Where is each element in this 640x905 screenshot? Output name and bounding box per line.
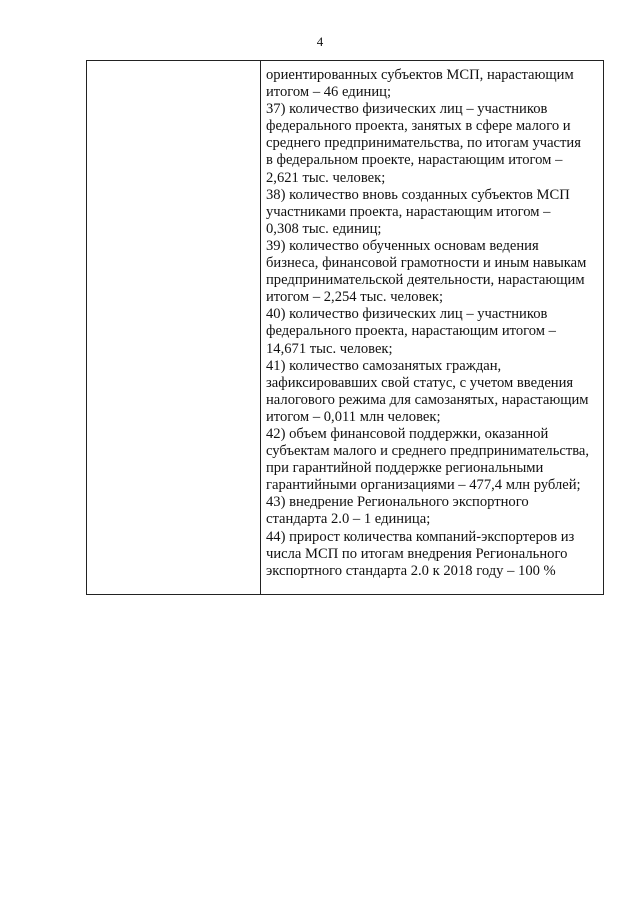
text-line: 40) количество физических лиц – участников — [266, 306, 548, 323]
text-line: экспортного стандарта 2.0 к 2018 году – 100 % — [266, 562, 556, 579]
text-line: 14,671 тыс. человек; — [266, 340, 393, 357]
text-line: 44) прирост количества компаний-экспортеров из — [266, 528, 575, 545]
indicator-list-text — [261, 61, 603, 580]
text-line: предпринимательской деятельности, нарастающим — [266, 272, 585, 289]
text-line: зафиксировавших свой статус, с учетом введения — [266, 374, 574, 391]
text-line: при гарантийной поддержке региональными — [266, 460, 544, 477]
text-line: итогом – 46 единиц; — [266, 84, 392, 101]
text-line: федерального проекта, нарастающим итогом – — [266, 323, 556, 340]
text-line: 42) объем финансовой поддержки, оказанной — [266, 425, 549, 442]
text-line: итогом – 2,254 тыс. человек; — [266, 289, 444, 306]
text-line: ориентированных субъектов МСП, нарастающим — [266, 67, 574, 83]
document-table — [86, 60, 604, 595]
text-line: 41) количество самозанятых граждан, — [266, 357, 502, 374]
text-line: гарантийными организациями – 477,4 млн рублей; — [266, 477, 581, 494]
text-line: 2,621 тыс. человек; — [266, 169, 386, 186]
page-number: 4 — [316, 34, 324, 49]
text-line: налогового режима для самозанятых, нарастающим — [266, 391, 589, 408]
table-row — [87, 61, 604, 595]
text-line: среднего предпринимательства, по итогам участия — [266, 135, 581, 152]
text-line: итогом – 0,011 млн человек; — [266, 408, 441, 425]
text-line: 38) количество вновь созданных субъектов МСП — [266, 186, 570, 203]
text-line: 43) внедрение Регионального экспортного — [266, 494, 529, 511]
text-line: 37) количество физических лиц – участников — [266, 101, 548, 118]
table-cell-left — [87, 61, 261, 595]
text-line: 39) количество обученных основам ведения — [266, 237, 539, 254]
text-line: субъектам малого и среднего предпринимательства, — [266, 443, 590, 460]
text-line: участниками проекта, нарастающим итогом – — [266, 203, 551, 220]
text-line: в федеральном проекте, нарастающим итогом – — [266, 152, 563, 169]
text-line: стандарта 2.0 – 1 единица; — [266, 511, 431, 528]
table-cell-right — [261, 61, 604, 595]
text-line: числа МСП по итогам внедрения Регионального — [266, 545, 568, 562]
text-line: 0,308 тыс. единиц; — [266, 220, 382, 237]
text-line: федерального проекта, занятых в сфере малого и — [266, 118, 571, 135]
text-line: бизнеса, финансовой грамотности и иным навыкам — [266, 255, 587, 272]
